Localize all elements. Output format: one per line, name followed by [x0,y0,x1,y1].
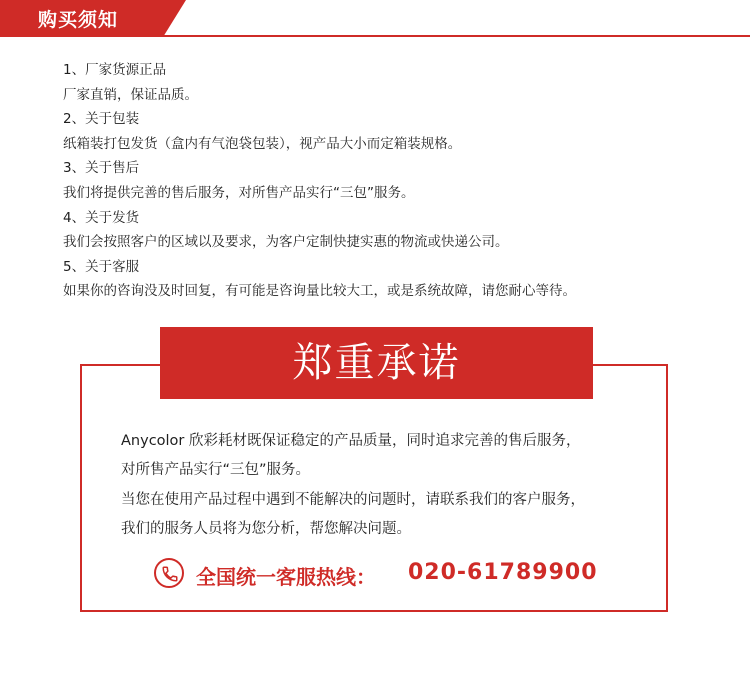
notice-list [63,58,743,304]
hotline-number: 020-61789900 [408,560,598,585]
promise-text [121,427,661,545]
hotline-label: 全国统一客服热线： [196,565,376,589]
notice-heading-2: 2、关于包装 [63,111,140,128]
notice-heading-5: 5、关于客服 [63,258,140,275]
header-bar [0,0,750,36]
promise-banner [160,327,593,399]
notice-heading-1: 1、厂家货源正品 [63,62,167,78]
notice-text-3: 我们将提供完善的售后服务，对所售产品实行“三包”服务。 [63,184,415,201]
promise-title: 郑重承诺 [292,340,461,386]
notice-text-2: 纸箱装打包发货（盒内有气泡袋包装），视产品大小而定箱装规格。 [63,135,462,152]
header-title: 购买须知 [38,9,119,31]
notice-heading-4: 4、关于发货 [63,209,140,226]
header-divider [0,35,750,37]
notice-heading-3: 3、关于售后 [63,160,140,177]
promise-line-1: Anycolor 欣彩耗材既保证稳定的产品质量，同时追求完善的售后服务， [121,433,581,449]
promise-line-2: 对所售产品实行“三包”服务。 [121,462,311,479]
promise-line-3: 当您在使用产品过程中遇到不能解决的问题时，请联系我们的客户服务， [121,491,585,508]
promise-line-4: 我们的服务人员将为您分析，帮您解决问题。 [121,521,411,538]
notice-text-1: 厂家直销，保证品质。 [63,86,198,103]
notice-text-5: 如果你的咨询没及时回复，有可能是咨询量比较大工，或是系统故障，请您耐心等待。 [63,283,576,300]
notice-text-4: 我们会按照客户的区域以及要求，为客户定制快捷实惠的物流或快递公司。 [63,234,509,251]
phone-icon [154,558,184,588]
